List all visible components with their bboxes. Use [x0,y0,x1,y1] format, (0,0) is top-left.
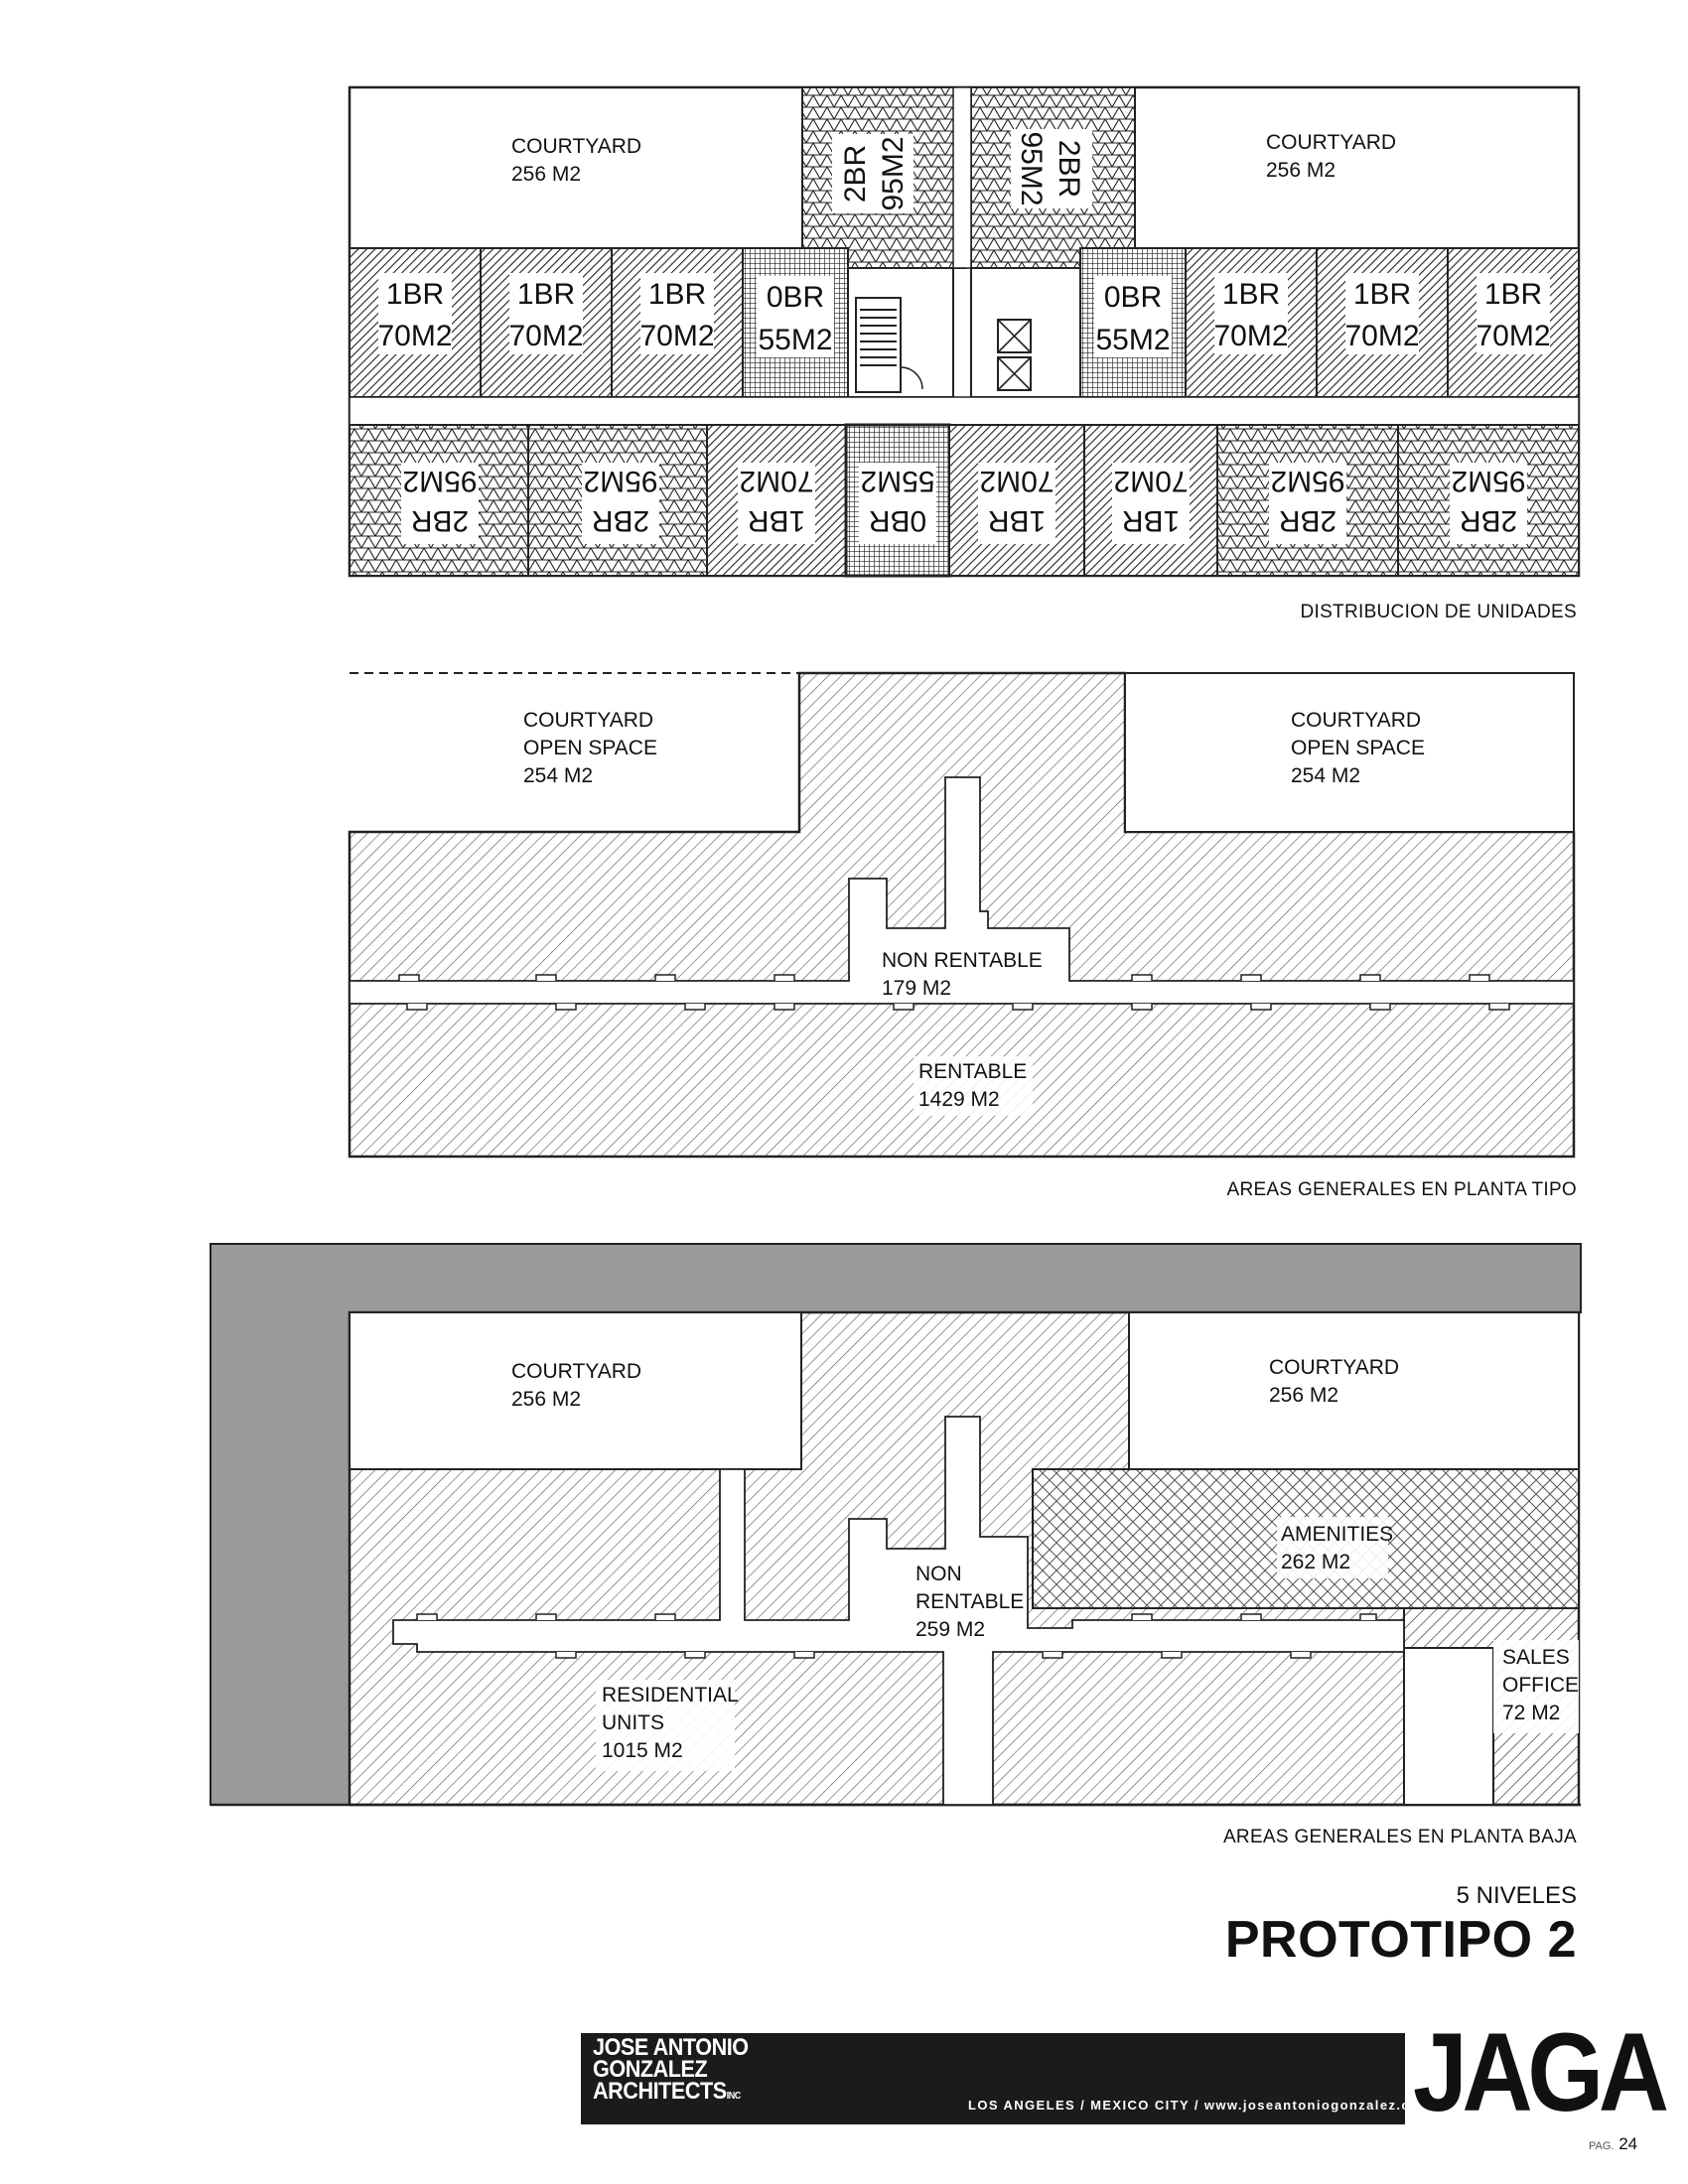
unit-area: 95M2 [583,465,658,497]
unit-type: 0BR [868,504,927,537]
firm-name [593,2034,749,2108]
unit-type: 1BR [1483,278,1543,311]
plan3-courtyard-left-name: COURTYARD [511,1360,642,1383]
unit-area: 55M2 [1095,324,1171,356]
firm-tm: INC [726,2091,741,2102]
unit-type: 0BR [766,281,825,314]
plan3-courtyard-right-name: COURTYARD [1269,1356,1400,1379]
unit-type: 1BR [747,504,806,537]
plan-unit-distribution [350,87,1579,576]
unit-area: 95M2 [402,465,478,497]
plan3-non-rentable-line2: RENTABLE [915,1590,1025,1613]
plan3-residential-area: 1015 M2 [602,1739,683,1762]
plan3-residential-line2: UNITS [602,1711,664,1734]
unit-area: 95M2 [877,136,910,211]
unit-area: 70M2 [1213,320,1289,352]
levels-label: 5 NIVELES [1456,1882,1577,1909]
plan1-courtyard-left-name: COURTYARD [511,135,642,158]
plan2-courtyard-right-area: 254 M2 [1291,764,1361,787]
unit-type: 2BR [591,504,650,537]
page-title: PROTOTIPO 2 [1224,1911,1577,1969]
page-number-value: 24 [1618,2134,1638,2153]
unit-area: 55M2 [860,465,935,497]
unit-type: 0BR [1103,281,1163,314]
footer-cities: LOS ANGELES / MEXICO CITY / www.joseantoniogonzalez.com [968,2098,1433,2113]
unit-area: 70M2 [1113,465,1189,497]
plan2-caption: AREAS GENERALES EN PLANTA TIPO [1226,1179,1577,1200]
plan1-center-shaft [953,87,971,268]
plan1-courtyard-right-area: 256 M2 [1266,159,1336,182]
unit-type: 1BR [1121,504,1181,537]
unit-area: 70M2 [377,320,453,352]
plan3-non-rentable-area: 259 M2 [915,1618,986,1641]
plan3-amenities-area: 262 M2 [1281,1551,1351,1573]
plan3-amenities-name: AMENITIES [1281,1523,1394,1546]
unit-area: 95M2 [1015,131,1048,206]
plan2-courtyard-left-line2: OPEN SPACE [523,737,657,759]
plan1-caption: DISTRIBUCION DE UNIDADES [1300,602,1577,622]
unit-area: 95M2 [1451,465,1526,497]
unit-type: 1BR [1352,278,1412,311]
unit-type: 1BR [1221,278,1281,311]
plan2-courtyard-right-line1: COURTYARD [1291,709,1422,732]
unit-area: 70M2 [639,320,715,352]
plan1-corridor [350,397,1579,425]
plan3-sales-area: 72 M2 [1502,1702,1561,1724]
unit-area: 70M2 [1344,320,1420,352]
plan2-courtyard-left-line1: COURTYARD [523,709,654,732]
unit-area: 70M2 [1476,320,1551,352]
unit-type: 2BR [1459,504,1518,537]
unit-area: 70M2 [739,465,814,497]
unit-type: 1BR [987,504,1047,537]
plan3-sales-line1: SALES [1502,1646,1570,1669]
plan3-courtyard-right [1129,1312,1579,1469]
unit-area: 70M2 [979,465,1055,497]
page-number [1589,2134,1637,2154]
unit-type: 2BR [1053,139,1085,199]
plan2-non-rentable-area: 179 M2 [882,977,952,1000]
plan3-non-rentable-line1: NON [915,1563,962,1585]
unit-type: 1BR [516,278,576,311]
firm-line-2: GONZALEZ [593,2056,708,2083]
plan3-caption: AREAS GENERALES EN PLANTA BAJA [1222,1827,1577,1847]
plan-ground-floor-areas [211,1244,1581,1805]
plan3-sales-line2: OFFICE [1502,1674,1579,1697]
unit-type: 1BR [385,278,445,311]
plan1-courtyard-left-area: 256 M2 [511,163,582,186]
plan2-courtyard-right-line2: OPEN SPACE [1291,737,1425,759]
plan3-courtyard-left-area: 256 M2 [511,1388,582,1411]
plan1-courtyard-right-name: COURTYARD [1266,131,1397,154]
plan2-rentable-name: RENTABLE [918,1060,1028,1083]
plan2-courtyard-left-area: 254 M2 [523,764,594,787]
unit-type: 2BR [839,144,872,204]
unit-type: 1BR [647,278,707,311]
unit-type: 2BR [1278,504,1337,537]
plan3-courtyard-right-area: 256 M2 [1269,1384,1339,1407]
plan2-rentable-area: 1429 M2 [918,1088,1000,1111]
page-label: PAG. [1589,2140,1615,2152]
plan2-non-rentable-name: NON RENTABLE [882,949,1043,972]
unit-area: 55M2 [758,324,833,356]
plan3-residential-line1: RESIDENTIAL [602,1684,739,1706]
firm-line-1: JOSE ANTONIO [593,2034,749,2061]
unit-area: 95M2 [1270,465,1345,497]
jaga-logo: JAGA [1413,2010,1664,2134]
unit-area: 70M2 [508,320,584,352]
plan-typical-floor-areas [350,673,1574,1157]
unit-type: 2BR [410,504,470,537]
firm-line-3: ARCHITECTS [593,2078,727,2105]
